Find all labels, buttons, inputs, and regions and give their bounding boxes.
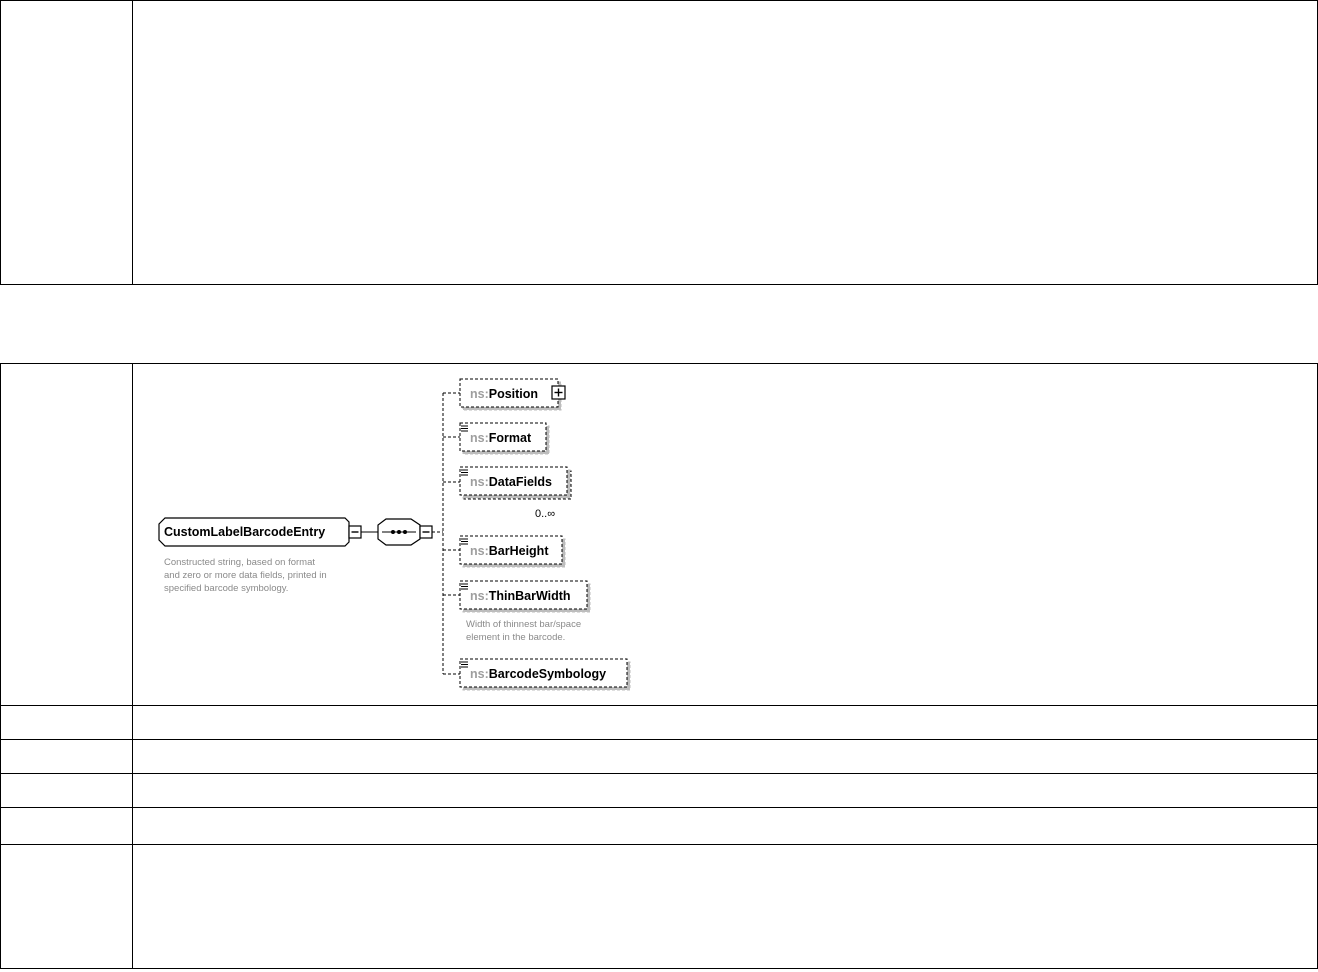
table-row: [1, 845, 1318, 969]
tree-connectors: [432, 393, 460, 674]
svg-text:ns:ThinBarWidth: [470, 589, 571, 603]
element-format[interactable]: [460, 423, 546, 451]
row-label-cell: [1, 845, 133, 969]
top-table-content-cell: [133, 1, 1318, 285]
thinbarwidth-annotation-line-2: element in the barcode.: [466, 632, 566, 643]
row-content-cell: [133, 706, 1318, 740]
root-collapse-icon[interactable]: [349, 526, 361, 538]
row-content-cell: [133, 740, 1318, 774]
row-label-cell: [1, 774, 133, 808]
schema-diagram: [133, 364, 1318, 705]
svg-text:ns:BarHeight: [470, 544, 549, 558]
thinbarwidth-name: ThinBarWidth: [488, 589, 571, 603]
position-prefix: ns:: [470, 387, 489, 401]
diagram-cell: [133, 364, 1318, 706]
root-annotation-line-2: and zero or more data fields, printed in: [164, 570, 327, 581]
barheight-prefix: ns:: [470, 544, 489, 558]
table-row: [1, 808, 1318, 845]
root-element-node[interactable]: [159, 518, 349, 546]
table-row: [1, 706, 1318, 740]
position-expand-icon[interactable]: [552, 386, 565, 399]
element-barcodesymbology[interactable]: [460, 659, 627, 687]
svg-text:ns:Position: [470, 387, 538, 401]
top-table-label-cell: [1, 1, 133, 285]
row-content-cell: [133, 845, 1318, 969]
position-name: Position: [488, 387, 539, 401]
datafields-occurrence: 0..∞: [535, 508, 556, 520]
row-content-cell: [133, 808, 1318, 845]
element-barheight[interactable]: [460, 536, 562, 564]
sequence-collapse-icon[interactable]: [420, 526, 432, 538]
row-label-cell: [1, 740, 133, 774]
barheight-name: BarHeight: [488, 544, 549, 558]
row-label-cell: [1, 706, 133, 740]
thinbarwidth-annotation-line-1: Width of thinnest bar/space: [466, 619, 582, 630]
thinbarwidth-prefix: ns:: [470, 589, 489, 603]
element-datafields[interactable]: [460, 467, 571, 499]
format-prefix: ns:: [470, 431, 489, 445]
element-position[interactable]: [460, 379, 558, 407]
diagram-row: [1, 364, 1318, 706]
table-row: [1, 774, 1318, 808]
svg-text:ns:DataFields: [470, 475, 552, 489]
svg-text:ns:BarcodeSymbology: [470, 667, 606, 681]
sequence-compositor-icon[interactable]: [378, 519, 420, 545]
root-element-name: CustomLabelBarcodeEntry: [164, 525, 326, 539]
diagram-label-cell: [1, 364, 133, 706]
datafields-prefix: ns:: [470, 475, 489, 489]
datafields-name: DataFields: [488, 475, 552, 489]
barcodesymbology-name: BarcodeSymbology: [488, 667, 607, 681]
barcodesymbology-prefix: ns:: [470, 667, 489, 681]
table-row: [1, 740, 1318, 774]
element-table: [0, 363, 1318, 969]
root-annotation-line-1: Constructed string, based on format: [164, 557, 316, 568]
svg-text:ns:Format: [470, 431, 532, 445]
row-label-cell: [1, 808, 133, 845]
top-table-row: [1, 1, 1318, 285]
row-content-cell: [133, 774, 1318, 808]
element-thinbarwidth[interactable]: [460, 581, 587, 609]
top-table: [0, 0, 1318, 285]
root-annotation-line-3: specified barcode symbology.: [164, 583, 289, 594]
format-name: Format: [488, 431, 532, 445]
